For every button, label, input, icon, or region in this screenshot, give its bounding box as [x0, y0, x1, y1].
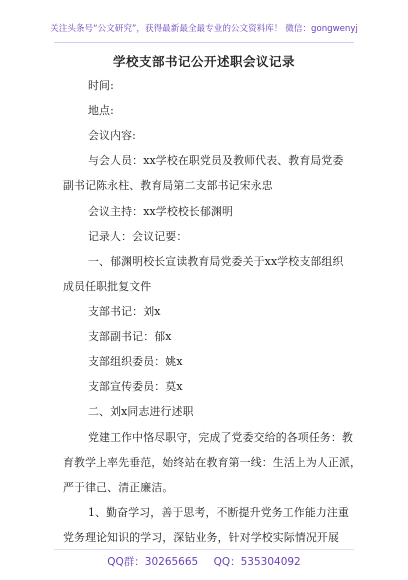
line-paragraph-1: 党建工作中恪尽职守，完成了党委交给的各项任务：教 [88, 430, 353, 444]
line-publicity-member: 支部宣传委员：莫x [88, 380, 183, 394]
line-section-one-cont: 成员任职批复文件 [63, 279, 152, 293]
document-title: 学校支部书记公开述职会议记录 [112, 54, 295, 69]
line-attendees: 与会人员：xx学校在职党员及教师代表、教育局党委 [88, 154, 344, 168]
line-content: 会议内容: [88, 129, 136, 143]
footer-qq-group: QQ群：30265665 [107, 556, 199, 568]
line-point-1-cont: 党务理论知识的学习，深钻业务，针对学校实际情况开展 [63, 531, 340, 544]
line-attendees-cont: 副书记陈永柱、教育局第二支部书记宋永忠 [63, 179, 273, 193]
line-section-two: 二、刘x同志进行述职 [88, 405, 194, 419]
header-promo-note: 关注头条号“公文研究”，获得最新最全最专业的公文资料库！ 微信：gongwenyj [50, 24, 358, 34]
line-secretary: 支部书记：刘x [88, 305, 161, 318]
line-place: 地点: [88, 104, 114, 118]
line-organization-member: 支部组织委员：姚x [88, 355, 183, 369]
line-section-one: 一、郁渊明校长宣读教育局党委关于xx学校支部组织 [88, 254, 344, 268]
line-recorder: 记录人：会议记要： [88, 229, 188, 243]
line-paragraph-2: 育教学上率先垂范，始终站在教育第一线：生活上为人正派， [63, 455, 362, 469]
header-divider [54, 42, 354, 43]
footer-divider [54, 549, 354, 550]
line-time: 时间: [88, 79, 114, 92]
line-point-1: 1、勤奋学习，善于思考，不断提升党务工作能力注重 [88, 505, 350, 519]
line-paragraph-3: 严于律己、清正廉洁。 [63, 480, 174, 494]
footer-contact [0, 554, 408, 569]
footer-qq: QQ：535304092 [213, 556, 301, 568]
line-deputy-secretary: 支部副书记：郁x [88, 330, 172, 344]
line-host: 会议主持：xx学校校长郁渊明 [88, 204, 234, 218]
